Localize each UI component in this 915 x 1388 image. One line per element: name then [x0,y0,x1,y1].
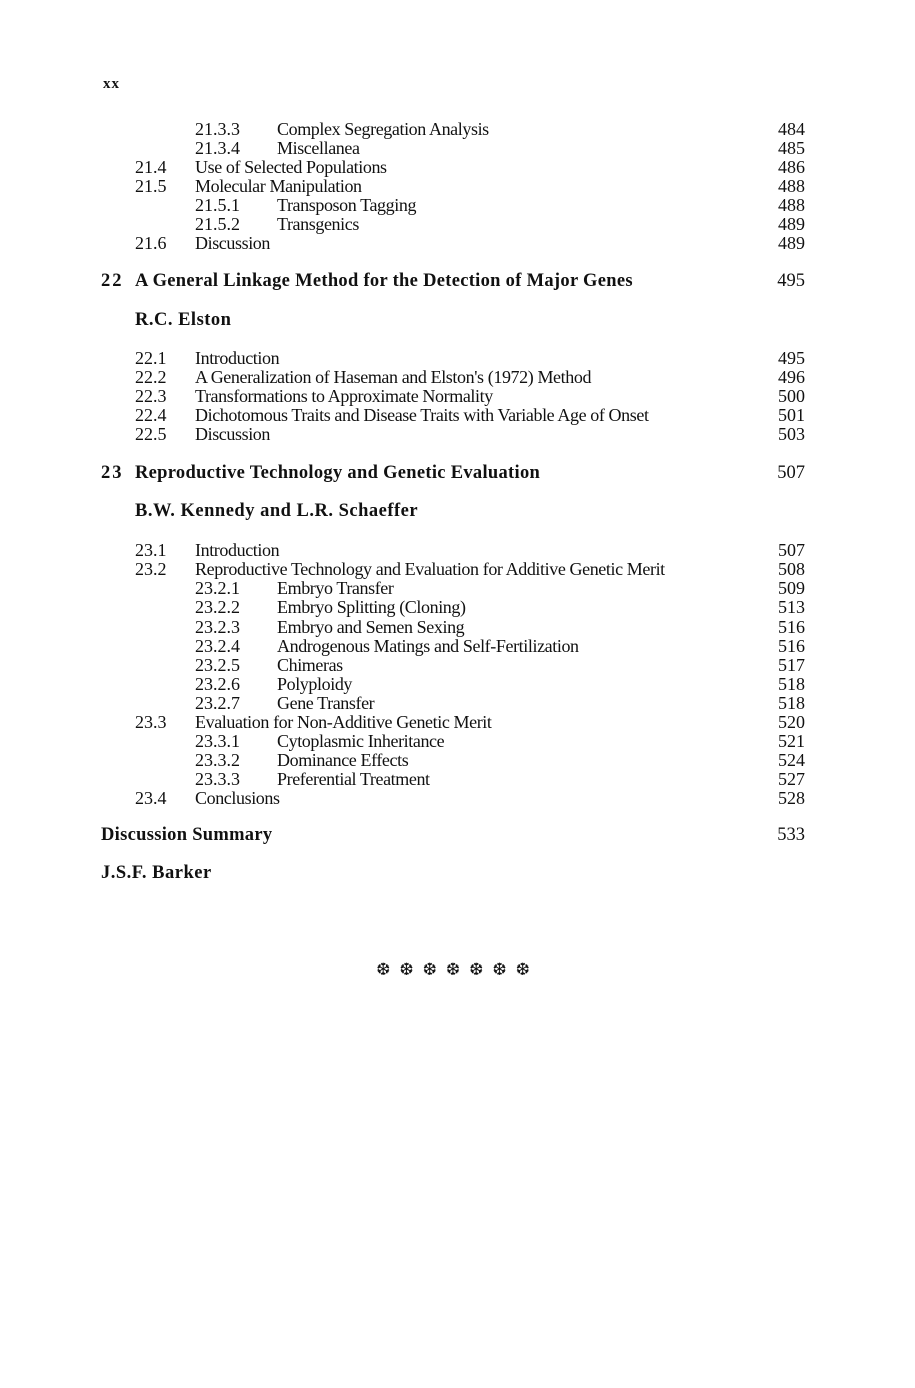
entry-title: Dominance Effects [277,750,409,770]
toc-entry [0,349,915,368]
chapter-author [0,864,915,883]
toc-entry [0,560,915,579]
entry-title: Embryo and Semen Sexing [277,617,465,637]
toc-entry [0,387,915,406]
ornament-divider: ❆❆❆❆❆❆❆ [376,960,539,980]
chapter-title: A General Linkage Method for the Detection of Major Genes [135,271,633,291]
entry-title: Evaluation for Non-Additive Genetic Merit [195,712,492,732]
entry-number: 21.5.1 [195,195,240,215]
chapter-page: 495 [777,271,805,291]
toc-entry [0,120,915,139]
entry-title: Introduction [195,540,280,560]
entry-page: 521 [778,731,805,751]
entry-title: Miscellanea [277,138,360,158]
entry-page: 507 [778,540,805,560]
entry-number: 21.3.4 [195,138,240,158]
chapter-author [0,502,915,521]
entry-number: 21.4 [135,157,167,177]
toc-entry [0,598,915,617]
entry-number: 22.2 [135,367,167,387]
entry-title: Discussion [195,424,271,444]
toc-entry [0,215,915,234]
toc-entry [0,732,915,751]
entry-number: 23.2.3 [195,617,240,637]
entry-title: Transgenics [277,214,359,234]
entry-number: 22.1 [135,348,167,368]
chapter-title: Discussion Summary [101,825,273,845]
entry-title: Preferential Treatment [277,769,430,789]
entry-number: 21.6 [135,233,167,253]
toc-entry [0,751,915,770]
toc-entry [0,656,915,675]
entry-number: 22.3 [135,386,167,406]
entry-title: Discussion [195,233,271,253]
entry-number: 23.2.4 [195,636,240,656]
entry-number: 23.1 [135,540,167,560]
entry-number: 23.2.7 [195,693,240,713]
entry-page: 501 [778,405,805,425]
toc-entry [0,770,915,789]
entry-number: 22.4 [135,405,167,425]
entry-page: 488 [778,195,805,215]
entry-title: Transformations to Approximate Normality [195,386,493,406]
entry-page: 516 [778,617,805,637]
author-name: J.S.F. Barker [101,863,212,883]
entry-page: 518 [778,674,805,694]
chapter-heading [0,826,915,845]
entry-number: 23.3 [135,712,167,732]
toc-entry [0,694,915,713]
entry-number: 23.2.6 [195,674,240,694]
entry-page: 518 [778,693,805,713]
entry-title: Complex Segregation Analysis [277,119,489,139]
entry-number: 21.5 [135,176,167,196]
toc-entry [0,618,915,637]
entry-title: Transposon Tagging [277,195,417,215]
chapter-number: 23 [101,463,124,483]
entry-page: 496 [778,367,805,387]
chapter-number: 22 [101,271,124,291]
entry-page: 489 [778,233,805,253]
entry-number: 23.4 [135,788,167,808]
chapter-page: 507 [777,463,805,483]
toc-entry [0,368,915,387]
author-name: B.W. Kennedy and L.R. Schaeffer [135,501,419,521]
toc-entry [0,675,915,694]
toc-entry [0,177,915,196]
entry-title: Chimeras [277,655,343,675]
entry-title: Use of Selected Populations [195,157,387,177]
chapter-title: Reproductive Technology and Genetic Evaluation [135,463,541,483]
entry-title: Embryo Splitting (Cloning) [277,597,466,617]
chapter-page: 533 [777,825,805,845]
entry-page: 513 [778,597,805,617]
entry-number: 22.5 [135,424,167,444]
toc-entry [0,196,915,215]
chapter-heading [0,272,915,291]
entry-number: 21.5.2 [195,214,240,234]
toc-entry [0,406,915,425]
entry-title: Embryo Transfer [277,578,394,598]
entry-title: Cytoplasmic Inheritance [277,731,445,751]
toc-entry [0,425,915,444]
chapter-author [0,311,915,330]
entry-page: 500 [778,386,805,406]
entry-page: 484 [778,119,805,139]
entry-page: 517 [778,655,805,675]
entry-page: 485 [778,138,805,158]
toc-entry [0,789,915,808]
entry-number: 23.2.2 [195,597,240,617]
entry-title: Introduction [195,348,280,368]
entry-page: 503 [778,424,805,444]
entry-number: 23.2 [135,559,167,579]
entry-page: 509 [778,578,805,598]
entry-title: Gene Transfer [277,693,375,713]
entry-page: 489 [778,214,805,234]
entry-title: Dichotomous Traits and Disease Traits with Variable Age of Onset [195,405,649,425]
entry-page: 486 [778,157,805,177]
page-number: xx [103,76,120,92]
toc-entry [0,579,915,598]
entry-number: 23.2.1 [195,578,240,598]
toc-entry [0,713,915,732]
toc-entry [0,139,915,158]
entry-number: 23.3.3 [195,769,240,789]
entry-number: 21.3.3 [195,119,240,139]
entry-page: 524 [778,750,805,770]
entry-number: 23.3.1 [195,731,240,751]
entry-page: 488 [778,176,805,196]
entry-title: A Generalization of Haseman and Elston's (1972) Method [195,367,592,387]
entry-page: 508 [778,559,805,579]
chapter-heading [0,464,915,483]
entry-title: Androgenous Matings and Self-Fertilization [277,636,579,656]
toc-entry [0,541,915,560]
entry-title: Reproductive Technology and Evaluation for Additive Genetic Merit [195,559,665,579]
toc-entry [0,158,915,177]
entry-number: 23.3.2 [195,750,240,770]
entry-page: 527 [778,769,805,789]
entry-title: Conclusions [195,788,280,808]
entry-page: 516 [778,636,805,656]
entry-title: Molecular Manipulation [195,176,362,196]
entry-number: 23.2.5 [195,655,240,675]
entry-page: 520 [778,712,805,732]
author-name: R.C. Elston [135,310,232,330]
toc-entry [0,637,915,656]
entry-title: Polyploidy [277,674,353,694]
entry-page: 528 [778,788,805,808]
toc-entry [0,234,915,253]
entry-page: 495 [778,348,805,368]
